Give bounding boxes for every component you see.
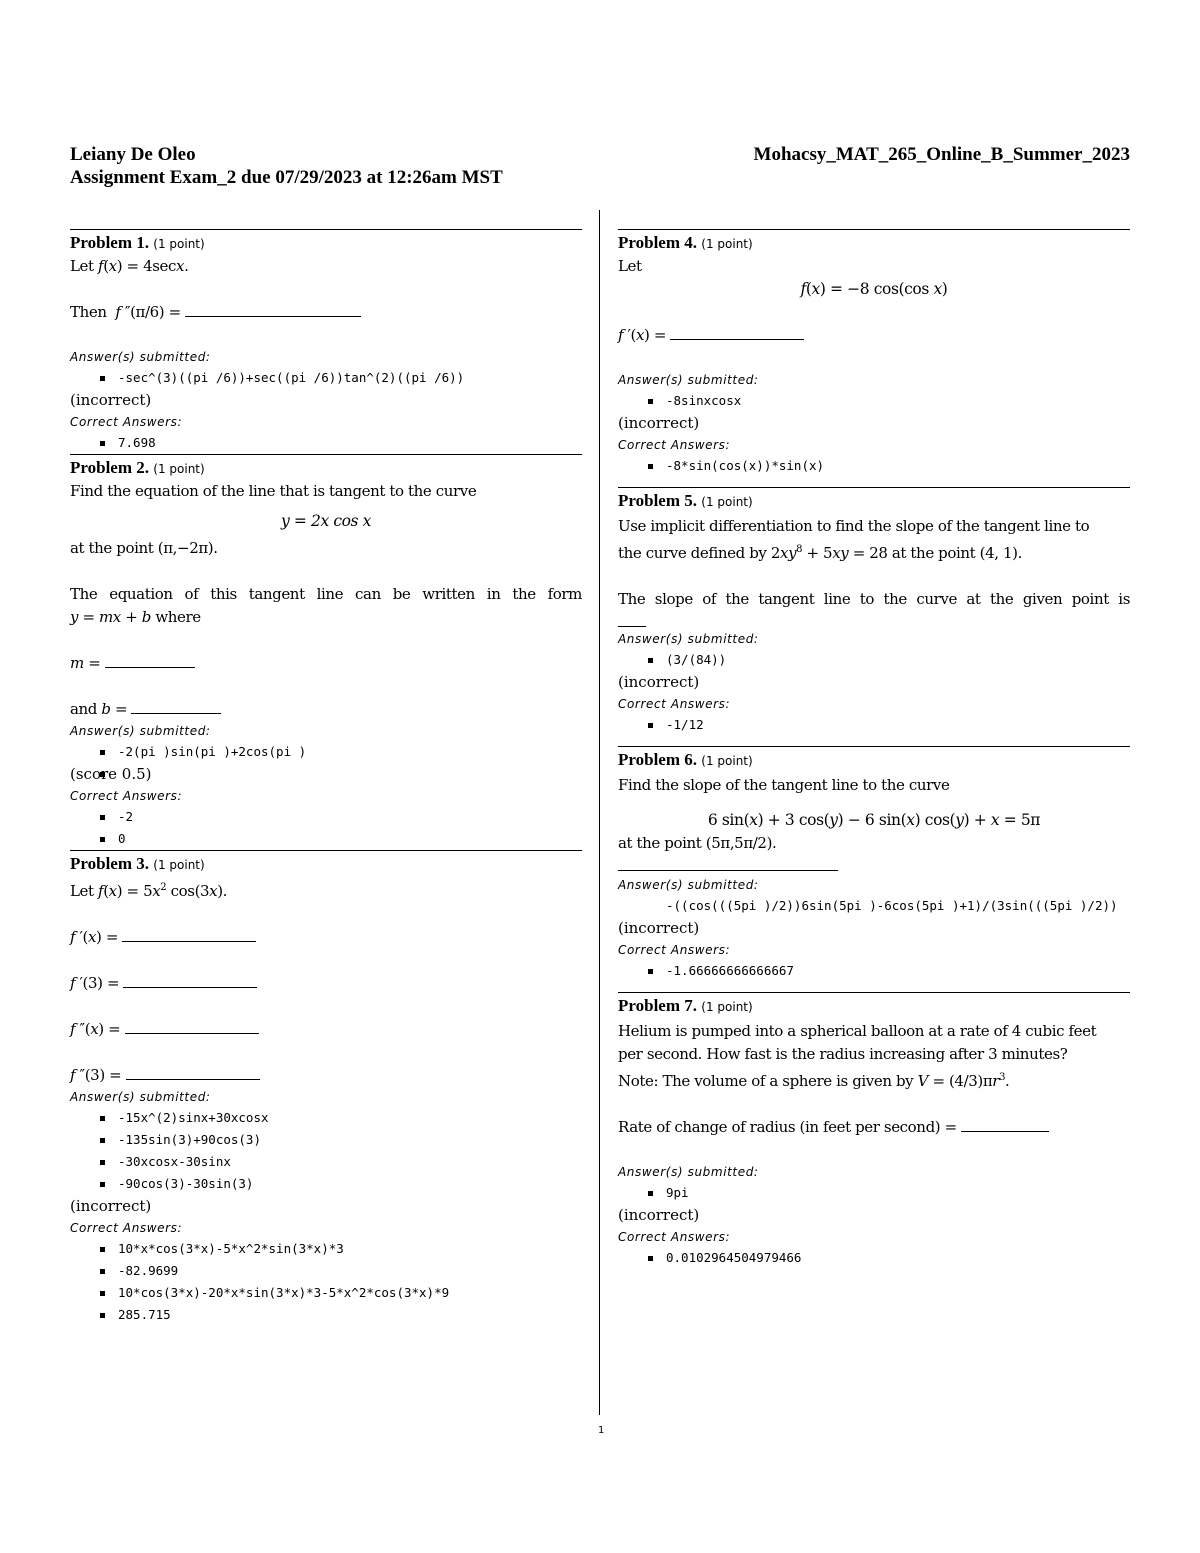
points-label: (1 point): [153, 462, 205, 476]
correct-answer: -2: [118, 806, 582, 828]
correct-answer: 7.698: [118, 432, 582, 454]
correct-label: Correct Answers:: [70, 789, 183, 803]
left-column: [70, 229, 582, 1326]
problem-title: Problem 1.: [70, 233, 150, 252]
submitted-list: [70, 1107, 582, 1195]
submitted-answer: -((cos(((5pi )/2))6sin(5pi )-6cos(5pi )+1)/(3sin(((5pi )/2)): [666, 895, 1130, 917]
correct-answer: 10*cos(3*x)-20*x*sin(3*x)*3-5*x^2*cos(3*x)*9: [118, 1282, 582, 1304]
correct-list: [618, 1247, 1130, 1269]
status: (incorrect): [618, 1206, 700, 1224]
submitted-label: Answer(s) submitted:: [618, 373, 759, 387]
answer-blank: [131, 701, 221, 714]
rate-prompt: [618, 1116, 1130, 1139]
equation: 6 sin(x) + 3 cos(y) − 6 sin(x) cos(y) + x = 5π: [707, 811, 1041, 829]
slope-text: The slope of the tangent line to the curve at the given point is: [618, 590, 1130, 608]
problem-5: [618, 487, 1130, 746]
problem-1: [70, 229, 582, 454]
correct-list: [618, 455, 1130, 477]
correct-label: Correct Answers:: [70, 415, 183, 429]
status: (incorrect): [70, 1197, 152, 1215]
correct-answer: -1.66666666666667: [666, 960, 1130, 982]
answer-blank: [618, 862, 838, 871]
problem-statement: Let: [618, 257, 642, 275]
submitted-list: [618, 1182, 1130, 1204]
submitted-label: Answer(s) submitted:: [618, 878, 759, 892]
submitted-label: Answer(s) submitted:: [70, 350, 211, 364]
correct-label: Correct Answers:: [618, 697, 731, 711]
volume-note: Note: The volume of a sphere is given by $V = (4/3)\pi r^3$.: [618, 1072, 1010, 1090]
answer-blank: [618, 622, 646, 627]
rate-label: Rate of change of radius (in feet per second) =: [618, 1118, 957, 1136]
submitted-answer: -135sin(3)+90cos(3): [118, 1129, 582, 1151]
student-name: Leiany De Oleo: [70, 144, 196, 165]
correct-answer: -82.9699: [118, 1260, 582, 1282]
answer-blank: [126, 1067, 260, 1080]
submitted-label: Answer(s) submitted:: [70, 1090, 211, 1104]
fprime-x-prompt: f ′(x) =: [618, 324, 1130, 347]
correct-label: Correct Answers:: [618, 943, 731, 957]
problem-title: Problem 3.: [70, 854, 150, 873]
problem-title: Problem 6.: [618, 750, 698, 769]
correct-label: Correct Answers:: [618, 1230, 731, 1244]
column-divider: [599, 210, 600, 1415]
answer-blank: [105, 655, 195, 668]
fprime-3-prompt: f ′(3) =: [70, 972, 582, 995]
correct-list: [618, 960, 1130, 982]
problem-4: [618, 229, 1130, 487]
points-label: (1 point): [701, 754, 753, 768]
right-column: [618, 229, 1130, 1269]
submitted-list: [70, 741, 582, 763]
points-label: (1 point): [701, 237, 753, 251]
correct-list: [618, 714, 1130, 736]
submitted-label: Answer(s) submitted:: [618, 1165, 759, 1179]
problem-statement: Let $f(x) = 5x^2$ cos(3x).: [70, 882, 228, 900]
problem-3: [70, 850, 582, 1326]
points-label: (1 point): [153, 237, 205, 251]
equation: f(x) = −8 cos(cos x): [800, 280, 948, 298]
points-label: (1 point): [701, 495, 753, 509]
status: (incorrect): [618, 414, 700, 432]
answer-blank: [123, 975, 257, 988]
submitted-answer: -90cos(3)-30sin(3): [118, 1173, 582, 1195]
submitted-list: [618, 649, 1130, 671]
page-number: 1: [598, 1425, 605, 1436]
status: (incorrect): [618, 919, 700, 937]
status: (score 0.5): [70, 765, 152, 783]
correct-answer: -1/12: [666, 714, 1130, 736]
answer-blank: [670, 327, 804, 340]
problem-2: [70, 454, 582, 850]
problem-title: Problem 2.: [70, 458, 150, 477]
points-label: (1 point): [153, 858, 205, 872]
answer-blank: [122, 929, 256, 942]
problem-statement: Find the equation of the line that is tangent to the curve: [70, 482, 477, 500]
problem-statement: Let f(x) = 4secx.: [70, 257, 189, 275]
problem-title: Problem 4.: [618, 233, 698, 252]
problem-statement: Find the slope of the tangent line to the curve: [618, 776, 950, 794]
submitted-list: [618, 895, 1130, 917]
problem-statement: Use implicit differentiation to find the slope of the tangent line to: [618, 517, 1090, 535]
answer-blank: [125, 1021, 259, 1034]
equation: y = 2x cos x: [281, 512, 371, 530]
form-text: The equation of this tangent line can be written in the form: [70, 585, 582, 603]
assignment-title: Assignment Exam_2 due 07/29/2023 at 12:26am MST: [70, 167, 503, 188]
correct-list: [70, 1238, 582, 1326]
submitted-label: Answer(s) submitted:: [70, 724, 211, 738]
problem-statement: Helium is pumped into a spherical balloon at a rate of 4 cubic feet: [618, 1022, 1097, 1040]
problem-statement-cont: the curve defined by $2xy^8 + 5xy = 28$ at the point (4, 1).: [618, 544, 1022, 562]
submitted-label: Answer(s) submitted:: [618, 632, 759, 646]
correct-answer: 285.715: [118, 1304, 582, 1326]
submitted-answer: (3/(84)): [666, 649, 1130, 671]
correct-answer: 10*x*cos(3*x)-5*x^2*sin(3*x)*3: [118, 1238, 582, 1260]
status: (incorrect): [70, 391, 152, 409]
answer-blank: [961, 1119, 1049, 1132]
submitted-answer: -30xcosx-30sinx: [118, 1151, 582, 1173]
correct-answer: -8*sin(cos(x))*sin(x): [666, 455, 1130, 477]
b-prompt: and b =: [70, 698, 582, 721]
submitted-list: [70, 367, 582, 389]
correct-label: Correct Answers:: [618, 438, 731, 452]
submitted-answer: -8sinxcosx: [666, 390, 1130, 412]
fprime-x-prompt: f ′(x) =: [70, 926, 582, 949]
correct-answer: 0.0102964504979466: [666, 1247, 1130, 1269]
point-text: at the point (5π,5π/2).: [618, 834, 777, 852]
point-text: at the point (π,−2π).: [70, 539, 218, 557]
problem-6: [618, 746, 1130, 992]
problem-statement-cont: per second. How fast is the radius increasing after 3 minutes?: [618, 1045, 1068, 1063]
course-name: Mohacsy_MAT_265_Online_B_Summer_2023: [753, 144, 1130, 165]
correct-list: [70, 806, 582, 850]
correct-label: Correct Answers:: [70, 1221, 183, 1235]
answer-prompt: Then f ″(π/6) =: [70, 301, 582, 324]
submitted-answer: 9pi: [666, 1182, 1130, 1204]
submitted-answer: -sec^(3)((pi /6))+sec((pi /6))tan^(2)((pi /6)): [118, 367, 582, 389]
m-prompt: m =: [70, 652, 582, 675]
form-equation: y = mx + b where: [70, 608, 201, 626]
correct-answer: 0: [118, 828, 582, 850]
fdouble-3-prompt: f ″(3) =: [70, 1064, 582, 1087]
problem-title: Problem 7.: [618, 996, 698, 1015]
correct-list: [70, 432, 582, 454]
submitted-answer: -15x^(2)sinx+30xcosx: [118, 1107, 582, 1129]
submitted-list: [618, 390, 1130, 412]
points-label: (1 point): [701, 1000, 753, 1014]
status: (incorrect): [618, 673, 700, 691]
problem-title: Problem 5.: [618, 491, 698, 510]
answer-blank: [185, 304, 361, 317]
fdouble-x-prompt: f ″(x) =: [70, 1018, 582, 1041]
problem-7: [618, 992, 1130, 1269]
submitted-answer: -2(pi )sin(pi )+2cos(pi ): [118, 741, 582, 763]
